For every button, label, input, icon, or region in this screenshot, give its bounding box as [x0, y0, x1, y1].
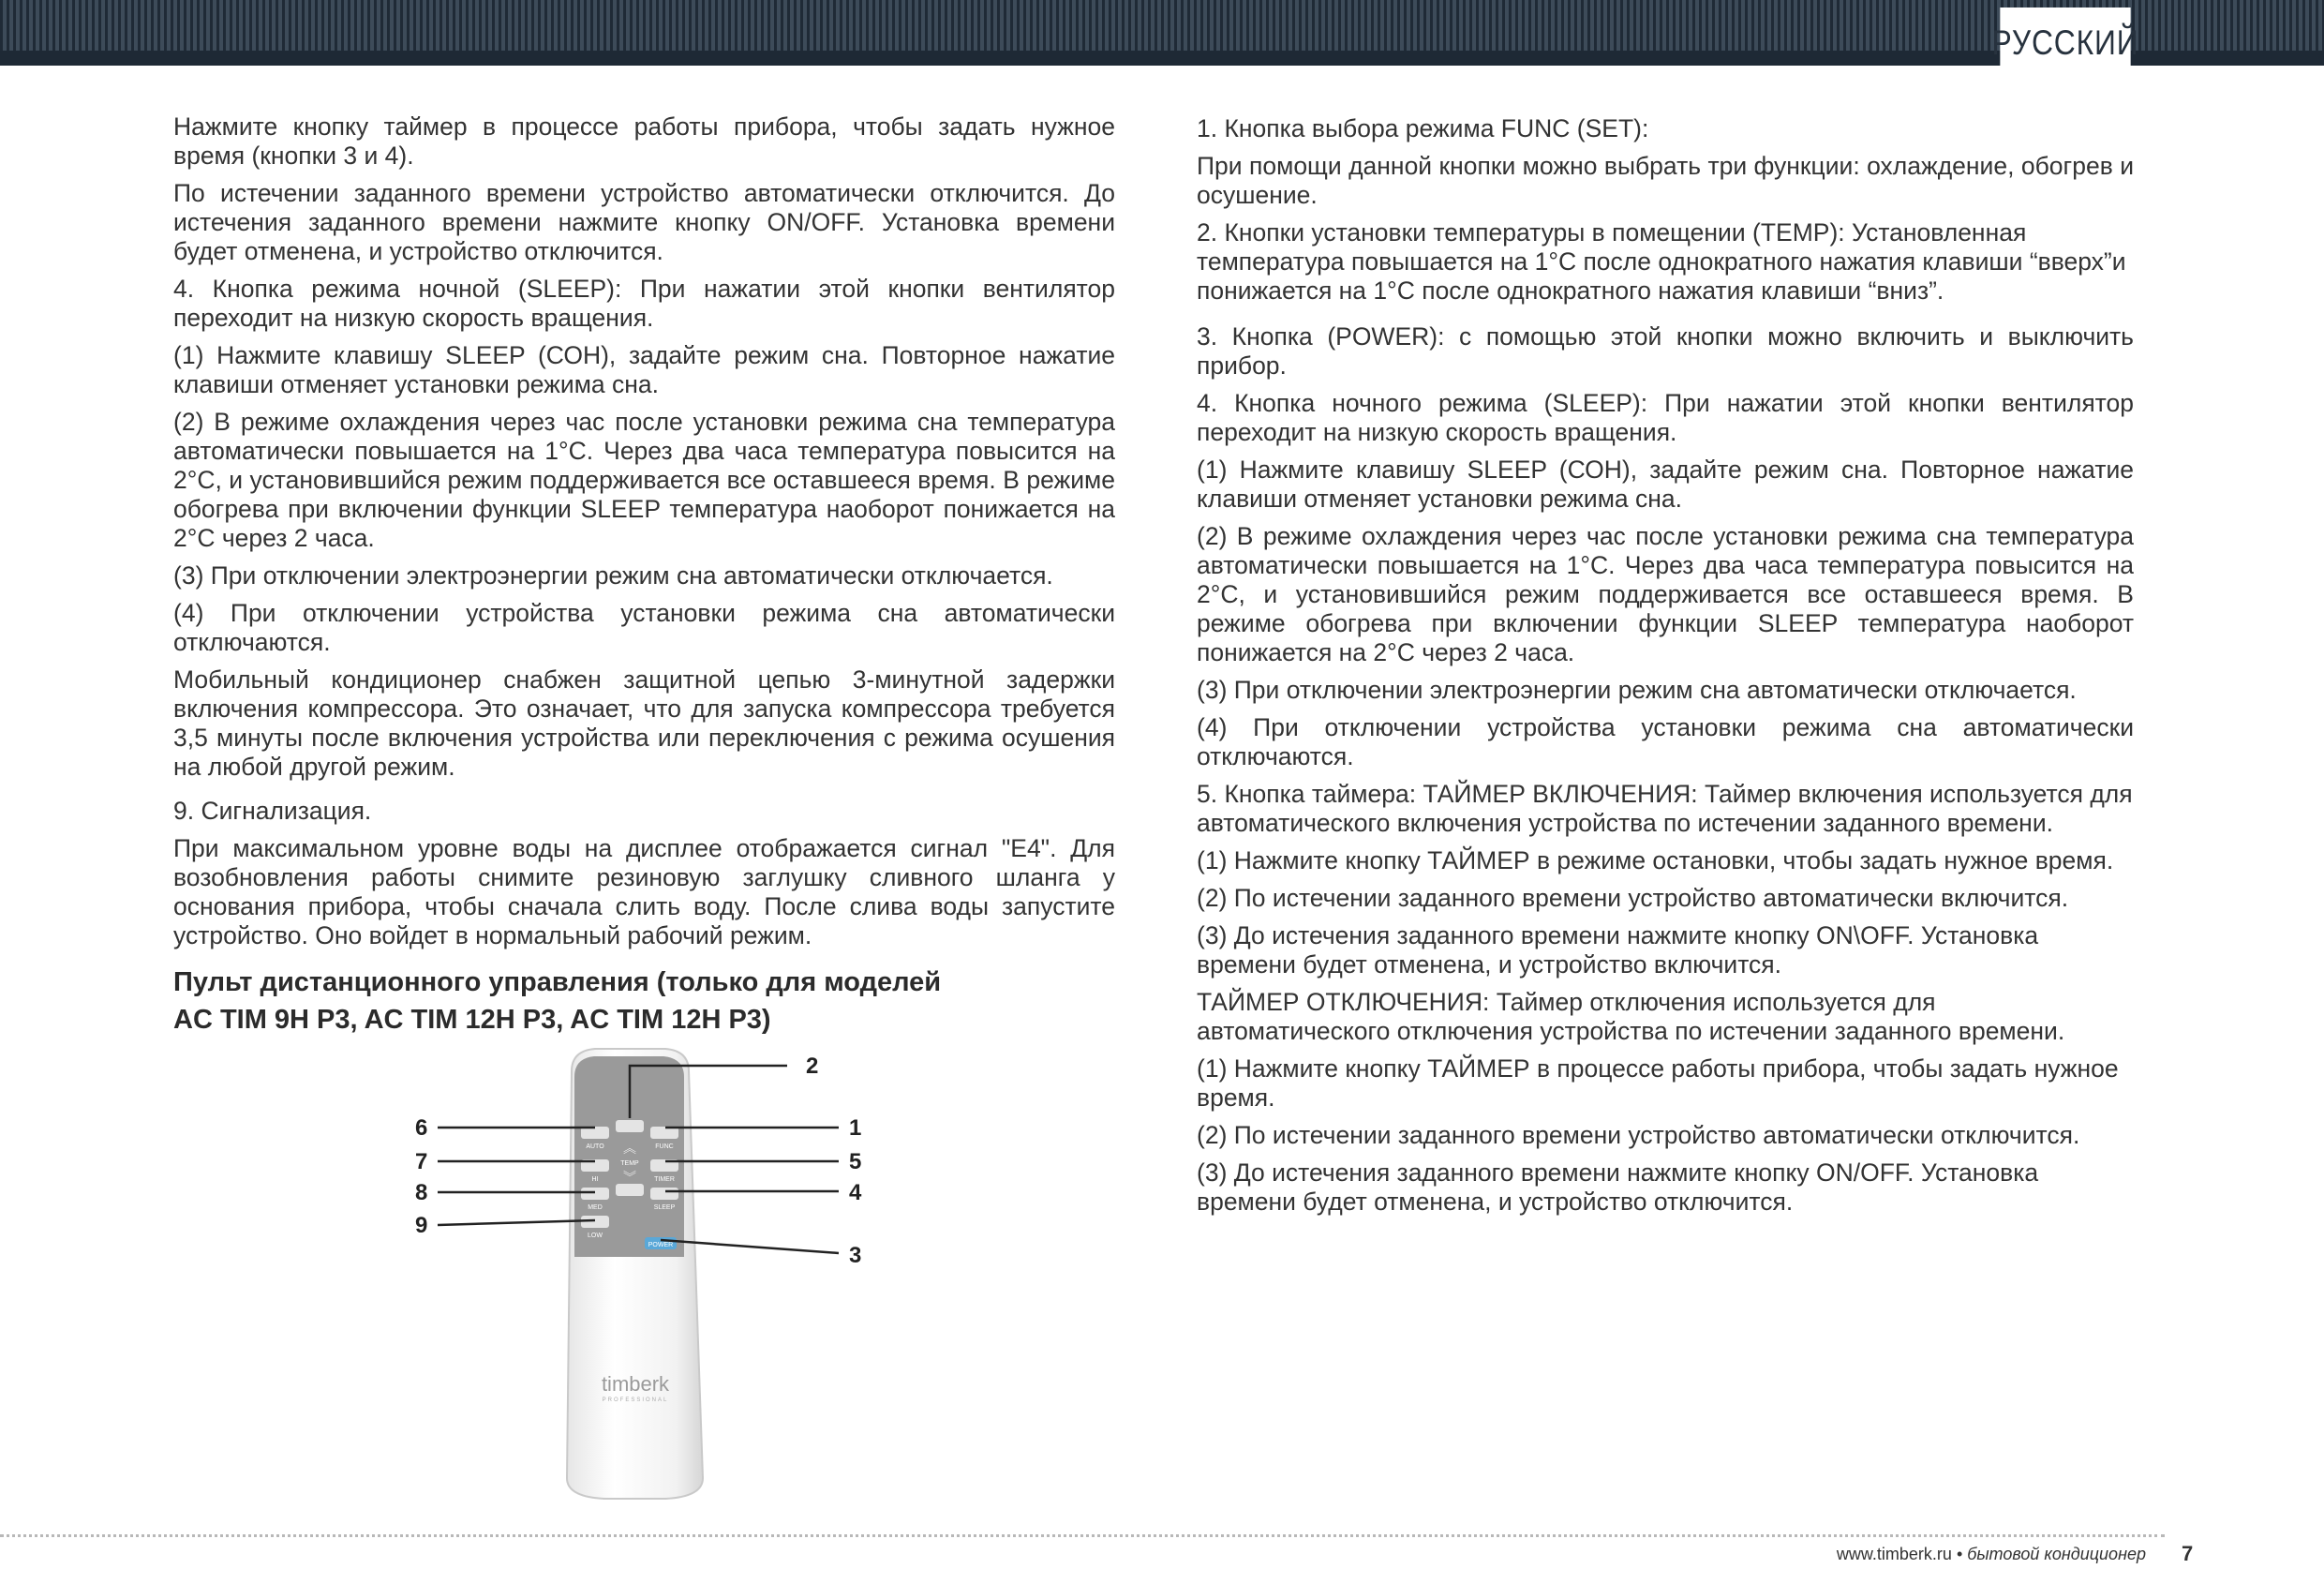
right-paragraph: 5. Кнопка таймера: ТАЙМЕР ВКЛЮЧЕНИЯ: Таймер включения используется для автоматического включения устройства по истечении заданного времени.	[1197, 780, 2133, 837]
right-paragraph: (3) До истечения заданного времени нажмите кнопку ON\OFF. Установка времени будет отменена, и устройство включится.	[1197, 921, 2039, 979]
left-paragraph: (3) При отключении электроэнергии режим сна автоматически отключается.	[173, 561, 1053, 590]
callout-3: 3	[849, 1243, 862, 1268]
brand-logo: timberk	[601, 1372, 670, 1396]
footer-tagline: бытовой кондиционер	[1967, 1545, 2146, 1563]
header-bar-base	[0, 51, 2324, 66]
right-paragraph: При помощи данной кнопки можно выбрать три функции: охлаждение, обогрев и осушение.	[1197, 152, 2134, 209]
left-paragraph: Нажмите кнопку таймер в процессе работы прибора, чтобы задать нужное время (кнопки 3 и 4).	[173, 112, 1115, 170]
footer-separator: •	[1951, 1545, 1968, 1563]
callout-4: 4	[849, 1180, 862, 1205]
right-paragraph: (1) Нажмите кнопку ТАЙМЕР в режиме остановки, чтобы задать нужное время.	[1197, 846, 2114, 874]
low-label: LOW	[588, 1233, 603, 1239]
footer-divider	[0, 1534, 2165, 1537]
right-paragraph: 4. Кнопка ночного режима (SLEEP): При нажатии этой кнопки вентилятор переходит на низкую скорость вращения.	[1197, 389, 2134, 446]
left-paragraph: По истечении заданного времени устройство автоматически отключится. До истечения заданного времени нажмите кнопку ON/OFF. Установка времени будет отменена, и устройство отключится.	[173, 179, 1115, 265]
remote-section-heading	[173, 964, 1115, 1039]
hi-label: HI	[591, 1176, 599, 1183]
footer-site-link[interactable]: www.timberk.ru	[1836, 1545, 1952, 1563]
timer-label: TIMER	[654, 1176, 675, 1183]
remote-control-diagram	[394, 1045, 881, 1509]
left-column	[173, 112, 1115, 1039]
callout-9: 9	[415, 1213, 428, 1238]
right-paragraph: (2) По истечении заданного времени устройство автоматически отключится.	[1197, 1121, 2080, 1149]
left-paragraph: 9. Сигнализация.	[173, 797, 372, 825]
sleep-button	[650, 1188, 678, 1200]
right-paragraph: 3. Кнопка (POWER): с помощью этой кнопки можно включить и выключить прибор.	[1197, 322, 2134, 380]
language-tab	[1991, 7, 2139, 79]
temp-down-arrow-icon: ︾	[623, 1171, 636, 1186]
right-paragraph: (1) Нажмите кнопку ТАЙМЕР в процессе работы прибора, чтобы задать нужное время.	[1197, 1054, 2119, 1112]
callout-7: 7	[415, 1149, 428, 1174]
remote-heading-line1: Пульт дистанционного управления (только для моделей	[173, 967, 942, 997]
remote-control-illustration	[394, 1045, 881, 1509]
func-label: FUNC	[655, 1143, 674, 1150]
power-label: POWER	[648, 1242, 674, 1248]
left-paragraph: Мобильный кондиционер снабжен защитной цепью 3-минутной задержки включения компрессора. Это означает, что для запуска компрессора требуется 3,5 минуты после включения устройства или переключения с режима осушения на любой другой режим.	[173, 665, 1115, 781]
temp-label: TEMP	[620, 1160, 639, 1167]
left-paragraph: (1) Нажмите клавишу SLEEP (СОН), задайте режим сна. Повторное нажатие клавиши отменяет установки режима сна.	[173, 341, 1115, 398]
page-number: 7	[2182, 1542, 2194, 1565]
footer-text	[1837, 1545, 2146, 1564]
callout-1: 1	[849, 1115, 862, 1141]
right-paragraph: (4) При отключении устройства установки режима сна автоматически отключаются.	[1197, 713, 2134, 770]
left-paragraph: (2) В режиме охлаждения через час после установки режима сна температура автоматически повышается на 1°C. Через два часа температура повысится на 2°C, и установившийся режим поддерживается все оставшееся время. В режиме обогрева при включении функции SLEEP температура наоборот понижается на 2°C через 2 часа.	[173, 408, 1115, 552]
left-paragraph: При максимальном уровне воды на дисплее отображается сигнал "E4". Для возобновления работы снимите резиновую заглушку сливного шланга у основания прибора, чтобы сначала слить воду. После слива воды запустите устройство. Оно войдет в нормальный рабочий режим.	[173, 834, 1115, 949]
med-label: MED	[588, 1204, 603, 1211]
right-paragraph: (1) Нажмите клавишу SLEEP (СОН), задайте режим сна. Повторное нажатие клавиши отменяет установки режима сна.	[1197, 456, 2134, 513]
right-paragraph: 2. Кнопки установки температуры в помещении (TEMP): Установленная температура повышается на 1°C после однократного нажатия клавиши “вверх”и понижается на 1°C после однократного нажатия клавиши “вниз”.	[1197, 218, 2126, 305]
right-paragraph: (2) По истечении заданного времени устройство автоматически включится.	[1197, 884, 2069, 912]
right-paragraph: (2) В режиме охлаждения через час после установки режима сна температура автоматически повышается на 1°C. Через два часа температура повысится на 2°C, и установившийся режим поддерживается все оставшееся время. В режиме обогрева при включении функции SLEEP температура наоборот понижается на 2°C через 2 часа.	[1197, 522, 2134, 666]
remote-heading-line2: AC TIM 9H P3, AC TIM 12H P3, AC TIM 12H P3)	[173, 1005, 771, 1035]
med-button	[581, 1188, 609, 1200]
right-paragraph: (3) До истечения заданного времени нажмите кнопку ON/OFF. Установка времени будет отменена, и устройство отключится.	[1197, 1158, 2039, 1216]
temp-up-arrow-icon: ︽	[623, 1142, 636, 1157]
language-label: РУССКИЙ	[1991, 23, 2139, 62]
callout-8: 8	[415, 1180, 428, 1205]
temp-up-button	[616, 1120, 644, 1132]
right-paragraph: ТАЙМЕР ОТКЛЮЧЕНИЯ: Таймер отключения используется для автоматического отключения устройства по истечении заданного времени.	[1197, 988, 2065, 1045]
sleep-label: SLEEP	[653, 1204, 676, 1211]
brand-sub: PROFESSIONAL	[602, 1397, 669, 1403]
callout-5: 5	[849, 1149, 862, 1174]
right-paragraph: 1. Кнопка выбора режима FUNC (SET):	[1197, 114, 1649, 142]
callout-6: 6	[415, 1115, 428, 1141]
left-paragraph: 4. Кнопка режима ночной (SLEEP): При нажатии этой кнопки вентилятор переходит на низкую скорость вращения.	[173, 275, 1115, 332]
right-column	[1197, 114, 2134, 1225]
left-paragraph: (4) При отключении устройства установки режима сна автоматически отключаются.	[173, 599, 1115, 656]
right-paragraph: (3) При отключении электроэнергии режим сна автоматически отключается.	[1197, 676, 2077, 704]
auto-label: AUTO	[586, 1143, 604, 1150]
callout-2: 2	[806, 1053, 819, 1079]
